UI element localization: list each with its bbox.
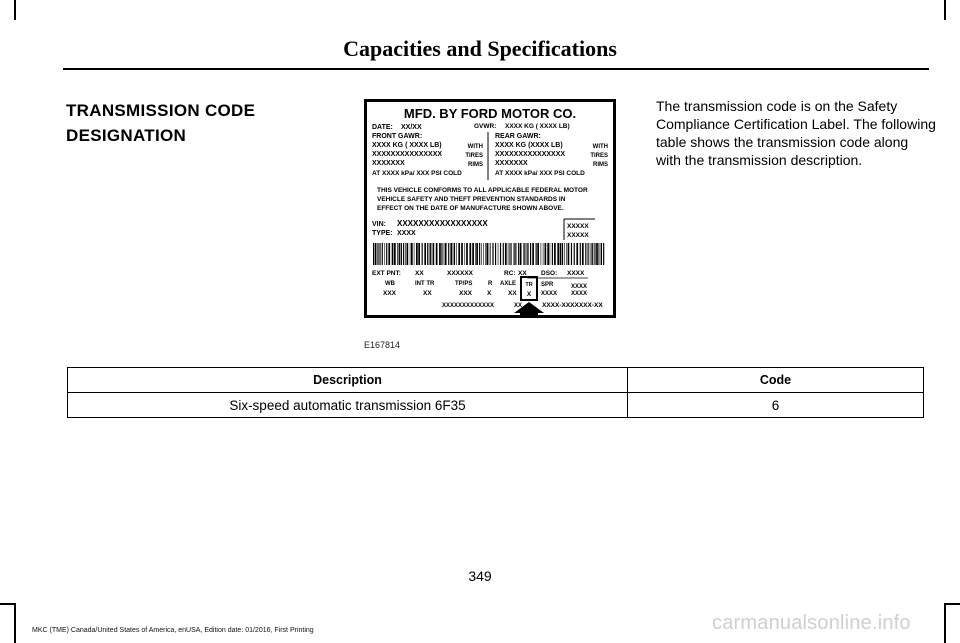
intro-paragraph: The transmission code is on the Safety Compliance Certification Label. The following table shows the transmission code along with the transmission description. <box>656 98 936 168</box>
label-wb: WB <box>385 281 395 287</box>
label-conformity-1: THIS VEHICLE CONFORMS TO ALL APPLICABLE FEDERAL MOTOR <box>377 187 588 194</box>
label-ext-pnt: EXT PNT: <box>372 270 401 277</box>
crop-mark-top-right-v <box>944 0 946 20</box>
figure-code: E167814 <box>364 340 401 350</box>
label-rear-rims: RIMS <box>593 162 608 168</box>
label-spr-value: XXXX <box>571 284 588 290</box>
label-date: DATE: <box>372 124 393 131</box>
crop-mark-bottom-right-h <box>944 603 960 605</box>
transmission-code-table <box>67 367 924 418</box>
label-gvwr: GVWR: <box>474 123 497 130</box>
label-tr-value: X <box>526 291 532 298</box>
label-r-value: X <box>487 290 492 297</box>
label-tp-ps: TP/PS <box>455 281 473 287</box>
label-dso-value: XXXX <box>567 270 585 277</box>
crop-mark-bottom-left-v <box>14 603 16 643</box>
label-rc-label: RC: <box>504 270 516 277</box>
label-front-pressure: AT XXXX kPa/ XXX PSI COLD <box>372 170 462 177</box>
label-type-value: XXXX <box>397 230 416 237</box>
label-ext-pnt-value: XX <box>415 270 424 277</box>
label-front-weight: XXXX KG ( XXXX LB) <box>372 142 442 149</box>
table-cell-description: Six-speed automatic transmission 6F35 <box>68 393 628 418</box>
label-front-tires: TIRES <box>465 153 483 159</box>
label-rear-with: WITH <box>592 144 608 150</box>
section-heading <box>66 98 255 148</box>
label-rear-gawr: REAR GAWR: <box>495 133 541 140</box>
label-vin-value: XXXXXXXXXXXXXXXXX <box>397 219 488 228</box>
label-spr: SPR <box>541 282 554 288</box>
label-ext-pnt-value-2: XXXXXX <box>447 270 474 277</box>
label-int-tr-value: XX <box>423 290 432 297</box>
label-conformity-3: EFFECT ON THE DATE OF MANUFACTURE SHOWN ABOVE. <box>377 205 564 212</box>
label-tp-ps-value: XXX <box>459 290 473 297</box>
label-tr: TR <box>525 282 533 288</box>
label-rear-pressure: AT XXXX kPa/ XXX PSI COLD <box>495 170 585 177</box>
table-header-code: Code <box>628 368 924 393</box>
label-date-value: XX/XX <box>401 124 422 131</box>
label-manufacturer: MFD. BY FORD MOTOR CO. <box>403 106 577 121</box>
label-gvwr-value: XXXX KG ( XXXX LB) <box>505 123 570 130</box>
label-wb-value: XXX <box>383 290 397 297</box>
section-heading-line-1: TRANSMISSION CODE <box>66 101 256 120</box>
section-heading-line-2: DESIGNATION <box>66 126 187 145</box>
label-int-tr: INT TR <box>415 281 435 287</box>
label-box-value-1: XXXXX <box>567 223 589 230</box>
table-cell-code: 6 <box>628 393 924 418</box>
label-bottom-left: XXXXXXXXXXXXX <box>442 303 495 309</box>
label-front-xshort: XXXXXXX <box>372 160 405 167</box>
crop-mark-bottom-right-v <box>944 603 946 643</box>
footer-edition-text: MKC (TME) Canada/United States of America, enUSA, Edition date: 01/2016, First Printing <box>32 627 314 634</box>
label-dso: DSO: <box>541 270 558 277</box>
label-rear-xlong: XXXXXXXXXXXXXXX <box>495 151 566 158</box>
page-header-title: Capacities and Specifications <box>343 36 617 61</box>
label-bottom-right: XXXX-XXXXXXX-XX <box>542 302 603 309</box>
label-vin: VIN: <box>372 221 386 228</box>
table-header-description: Description <box>68 368 628 393</box>
label-barcode <box>373 243 604 265</box>
label-spr-value-2: XXXX <box>541 291 558 297</box>
header-rule <box>63 68 929 70</box>
table-row <box>68 393 924 418</box>
label-box-value-2: XXXXX <box>567 232 589 239</box>
crop-mark-top-left-v <box>14 0 16 20</box>
label-front-xlong: XXXXXXXXXXXXXXX <box>372 151 443 158</box>
table-header-row <box>68 368 924 393</box>
label-rear-tires: TIRES <box>590 153 608 159</box>
page-number: 349 <box>468 568 492 584</box>
label-r: R <box>488 281 493 287</box>
label-front-rims: RIMS <box>468 162 483 168</box>
label-rc-value: XX <box>518 270 527 277</box>
label-bottom-mid: XX <box>514 303 523 309</box>
label-conformity-2: VEHICLE SAFETY AND THEFT PREVENTION STANDARDS IN <box>377 196 566 203</box>
crop-mark-bottom-left-h <box>0 603 16 605</box>
safety-compliance-label <box>364 99 616 318</box>
watermark: carmanualsonline.info <box>712 612 911 634</box>
label-type: TYPE: <box>372 230 393 237</box>
label-front-gawr: FRONT GAWR: <box>372 133 423 140</box>
label-rear-weight: XXXX KG (XXXX LB) <box>495 142 563 149</box>
label-rear-xshort: XXXXXXX <box>495 160 528 167</box>
label-axle: AXLE <box>500 281 517 287</box>
label-front-with: WITH <box>467 144 483 150</box>
label-spr-value-3: XXXX <box>571 291 588 297</box>
label-axle-value: XX <box>508 290 517 297</box>
